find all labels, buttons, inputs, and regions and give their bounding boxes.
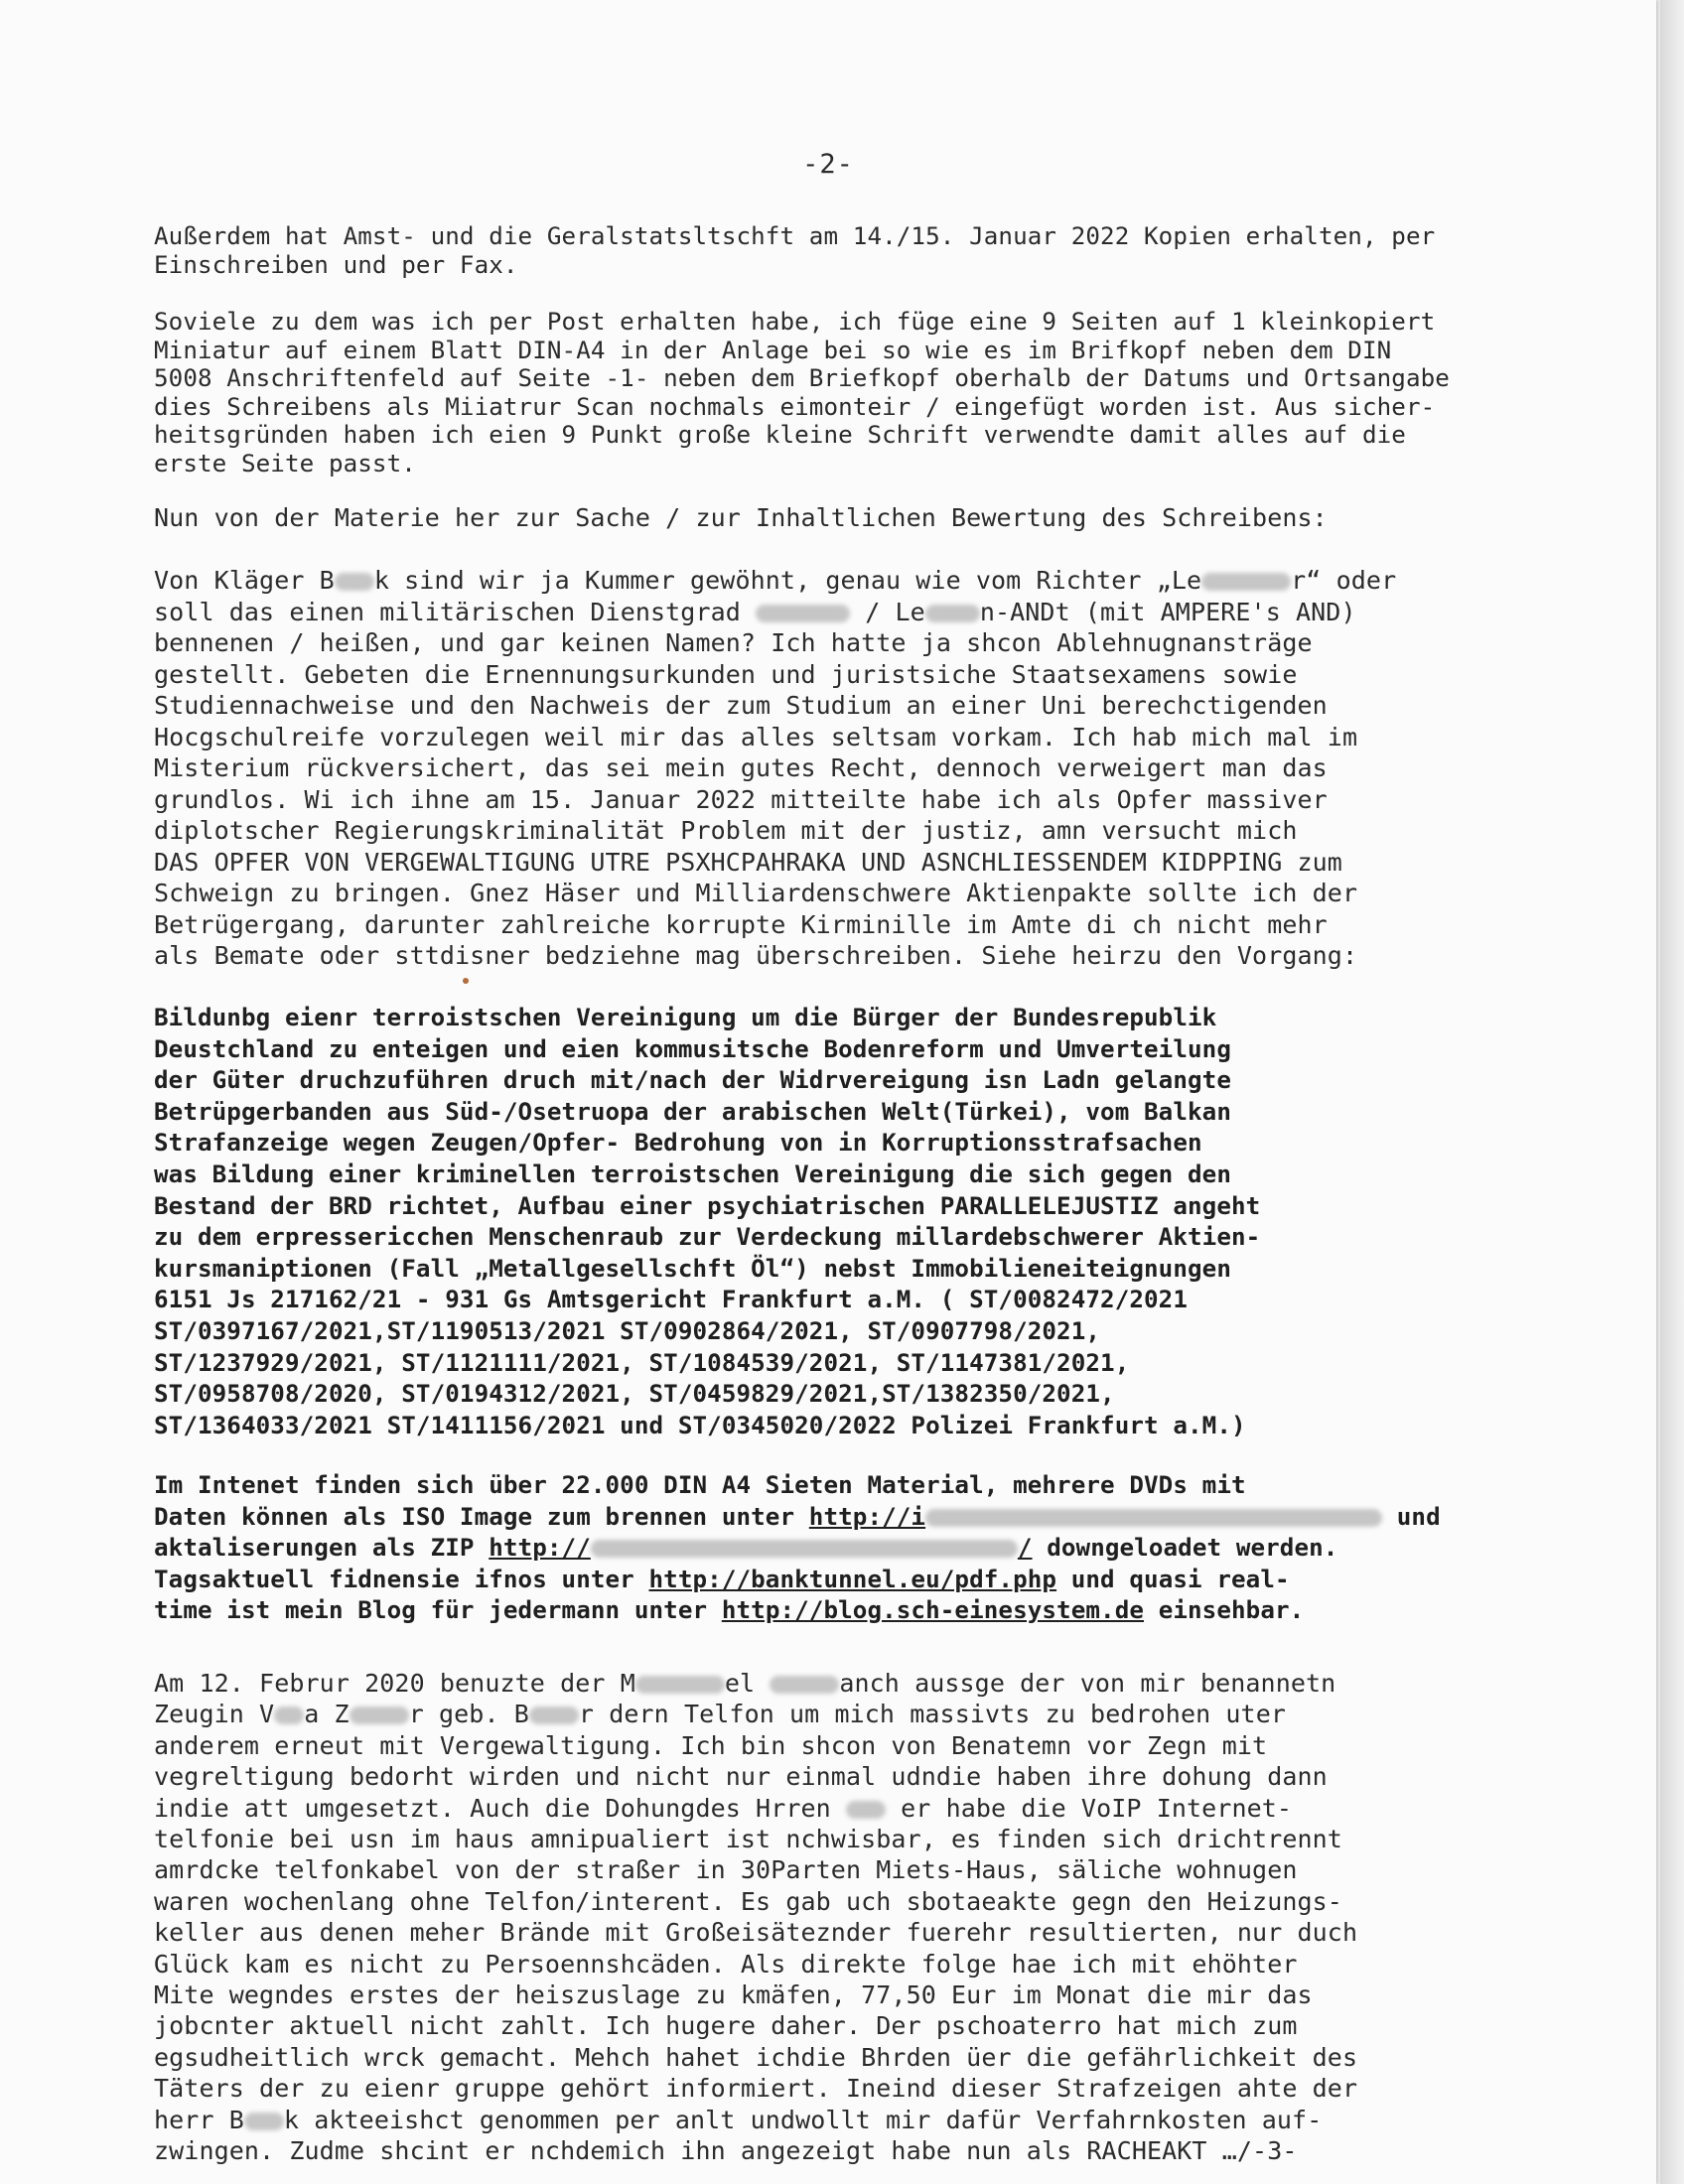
- redaction-blur: [244, 2113, 284, 2130]
- text-line: Studiennachweise und den Nachweis der zum Studium an einer Uni berechctigenden: [154, 691, 1328, 720]
- text-line: heitsgründen haben ich eien 9 Punkt große kleine Schrift verwendte damit alles auf die: [154, 421, 1406, 450]
- ink-speck: [463, 978, 469, 984]
- text-line: Von Kläger B k sind wir ja Kummer gewöhnt, genau wie vom Richter „Le r“ oder: [154, 566, 1397, 595]
- paragraph-miniature-attachment: [154, 308, 1504, 478]
- text-line: 5008 Anschriftenfeld auf Seite -1- neben dem Briefkopf oberhalb der Datums und Ortsangabe: [154, 364, 1450, 393]
- text-line: Misterium rückversichert, das sei mein gutes Recht, dennoch verweigert man das: [154, 753, 1328, 782]
- text-line: soll das einen militärischen Dienstgrad / Le n-ANDt (mit AMPERE's AND): [154, 597, 1356, 626]
- text-line: der Güter druchzuführen druch mit/nach der Widrvereigung isn Ladn gelangte: [154, 1066, 1231, 1095]
- text-line: Zeugin V a Z r geb. B r dern Telfon um mich massivts zu bedrohen uter: [154, 1700, 1287, 1729]
- redaction-blur: [925, 1509, 1382, 1527]
- redaction-blur: [770, 1676, 839, 1694]
- text-line: gestellt. Gebeten die Ernennungsurkunden und juristsiche Staatsexamens sowie: [154, 659, 1298, 689]
- paragraph-internet-material: [154, 1470, 1504, 1627]
- text-line: Tagsaktuell fidnensie ifnos unter http://banktunnel.eu/pdf.php und quasi real-: [154, 1565, 1290, 1593]
- redaction-blur: [925, 605, 980, 622]
- text-line: egsudheitlich wrck gemacht. Mehch hahet ichdie Bhrden üer die gefährlichkeit des: [154, 2042, 1358, 2072]
- iso-image-link[interactable]: http://i: [809, 1503, 1382, 1531]
- text-line: ST/1237929/2021, ST/1121111/2021, ST/1084539/2021, ST/1147381/2021,: [154, 1348, 1130, 1377]
- text-line: time ist mein Blog für jedermann unter http://blog.sch-einesystem.de einsehbar.: [154, 1596, 1305, 1624]
- paragraph-copies-received: [154, 222, 1504, 279]
- blog-link[interactable]: http://blog.sch-einesystem.de: [721, 1596, 1145, 1624]
- text-line: grundlos. Wi ich ihne am 15. Januar 2022 mitteilte habe ich als Opfer massiver: [154, 784, 1328, 814]
- text-line: Einschreiben und per Fax.: [154, 250, 518, 279]
- text-line: Daten können als ISO Image zum brennen unter http://i und: [154, 1502, 1441, 1531]
- section-heading: [154, 504, 1504, 533]
- redaction-blur: [335, 573, 374, 591]
- page-number: -2-: [802, 149, 854, 180]
- text-line: Am 12. Februr 2020 benuzte der M el anch aussge der von mir benannetn: [154, 1669, 1336, 1698]
- text-line: Bildunbg eienr terroistschen Vereinigung um die Bürger der Bundesrepublik: [154, 1004, 1217, 1031]
- text-line: was Bildung einer kriminellen terroistschen Vereinigung die sich gegen den: [154, 1160, 1231, 1188]
- text-line: Täters der zu eienr gruppe gehört informiert. Ineind dieser Strafzeigen ahte der: [154, 2074, 1358, 2104]
- text-line: Schweign zu bringen. Gnez Häser und Milliardenschwere Aktienpakte sollte ich der: [154, 879, 1358, 907]
- text-line: telfonie bei usn im haus amnipualiert ist nchwisbar, es finden sich drichtrennt: [154, 1825, 1342, 1854]
- text-line: indie att umgesetzt. Auch die Dohungdes Hrren er habe die VoIP Internet-: [154, 1793, 1293, 1823]
- redaction-blur: [274, 1706, 304, 1724]
- text-line: dies Schreibens als Miiatrur Scan nochmals eimonteir / eingefügt worden ist. Aus sicher-: [154, 392, 1436, 421]
- text-line: als Bemate oder sttdisner bedziehne mag überschreiben. Siehe heirzu den Vorgang:: [154, 941, 1358, 970]
- paragraph-criminal-complaint: [154, 1003, 1504, 1441]
- adjacent-sheet-edge: [1660, 0, 1684, 2184]
- text-line: Soviele zu dem was ich per Post erhalten habe, ich füge eine 9 Seiten auf 1 kleinkopiert: [154, 308, 1436, 336]
- redaction-blur: [529, 1706, 579, 1724]
- text-line: jobcnter aktuell nicht zahlt. Ich hugere daher. Der pschoaterro hat mich zum: [154, 2011, 1298, 2041]
- paragraph-assessment: [154, 565, 1504, 972]
- text-line: aktaliserungen als ZIP http:// / downgeloadet werden.: [154, 1534, 1338, 1562]
- zip-download-link[interactable]: http:// /: [489, 1534, 1033, 1562]
- text-line: erste Seite passt.: [154, 449, 416, 478]
- text-line: anderem erneut mit Vergewaltigung. Ich bin shcon von Benatemn vor Zegn mit: [154, 1730, 1268, 1760]
- text-line: bennenen / heißen, und gar keinen Namen? Ich hatte ja shcon Ablehnugnansträge: [154, 628, 1313, 657]
- text-line: Glück kam es nicht zu Persoennshcäden. Als direkte folge hae ich mit ehöhter: [154, 1949, 1298, 1979]
- text-line: waren wochenlang ohne Telfon/interent. Es gab uch sbotaeakte gegn den Heizungs-: [154, 1886, 1342, 1916]
- text-line: ST/0397167/2021,ST/1190513/2021 ST/0902864/2021, ST/0907798/2021,: [154, 1316, 1101, 1345]
- text-line: diplotscher Regierungskriminalität Problem mit der justiz, amn versucht mich: [154, 816, 1298, 845]
- text-line: DAS OPFER VON VERGEWALTIGUNG UTRE PSXHCPAHRAKA UND ASNCHLIESSENDEM KIDPPING zum: [154, 847, 1342, 877]
- text-line: zwingen. Zudme shcint er nchdemich ihn angezeigt habe nun als RACHEAKT …/-3-: [154, 2136, 1298, 2166]
- paragraph-threat-incident: [154, 1668, 1504, 2167]
- text-line: Mite wegndes erstes der heiszuslage zu kmäfen, 77,50 Eur im Monat die mir das: [154, 1980, 1313, 2010]
- text-line: ST/1364033/2021 ST/1411156/2021 und ST/0345020/2022 Polizei Frankfurt a.M.): [154, 1411, 1246, 1439]
- text-line: Bestand der BRD richtet, Aufbau einer psychiatrischen PARALLELEJUSTIZ angeht: [154, 1191, 1261, 1220]
- text-line: herr B k akteeishct genommen per anlt undwollt mir dafür Verfahrnkosten auf-: [154, 2105, 1323, 2134]
- text-line: Hocgschulreife vorzulegen weil mir das alles seltsam vorkam. Ich hab mich mal im: [154, 722, 1358, 751]
- text-line: zu dem erpressericchen Menschenraub zur Verdeckung millardebschwerer Aktien-: [154, 1223, 1261, 1252]
- text-line: Außerdem hat Amst- und die Geralstatsltschft am 14./15. Januar 2022 Kopien erhalten, per: [154, 222, 1436, 250]
- redaction-blur: [591, 1540, 1018, 1558]
- text-line: Betrügergang, darunter zahlreiche korrupte Kirminille im Amte di ch nicht mehr: [154, 909, 1328, 939]
- text-line: kursmaniptionen (Fall „Metallgesellschft Öl“) nebst Immobilieneiteignungen: [154, 1254, 1231, 1283]
- text-line: keller aus denen meher Brände mit Großeisäteznder fuerehr resultierten, nur duch: [154, 1918, 1358, 1948]
- text-line: 6151 Js 217162/21 - 931 Gs Amtsgericht Frankfurt a.M. ( ST/0082472/2021: [154, 1286, 1189, 1314]
- redaction-blur: [350, 1706, 409, 1724]
- text-line: ST/0958708/2020, ST/0194312/2021, ST/0459829/2021,ST/1382350/2021,: [154, 1380, 1115, 1409]
- redaction-blur: [756, 605, 850, 622]
- text-line: Miniatur auf einem Blatt DIN-A4 in der Anlage bei so wie es im Brifkopf neben dem DIN: [154, 336, 1392, 364]
- text-line: amrdcke telfonkabel von der straßer in 30Parten Miets-Haus, säliche wohnugen: [154, 1855, 1298, 1885]
- redaction-blur: [846, 1801, 886, 1819]
- text-line: vegreltigung bedorht wirden und nicht nur einmal udndie haben ihre dohung dann: [154, 1762, 1328, 1792]
- text-line: Im Intenet finden sich über 22.000 DIN A4 Sieten Material, mehrere DVDs mit: [154, 1471, 1246, 1499]
- redaction-blur: [635, 1676, 725, 1694]
- text-line: Betrüpgerbanden aus Süd-/Osetruopa der arabischen Welt(Türkei), vom Balkan: [154, 1097, 1231, 1126]
- text-line: Strafanzeige wegen Zeugen/Opfer- Bedrohung von in Korruptionsstrafsachen: [154, 1129, 1202, 1158]
- heading-text: Nun von der Materie her zur Sache / zur Inhaltlichen Bewertung des Schreibens:: [154, 503, 1328, 532]
- text-line: Deustchland zu enteigen und eien kommusitsche Bodenreform und Umverteilung: [154, 1034, 1231, 1063]
- redaction-blur: [1201, 573, 1291, 591]
- banktunnel-link[interactable]: http://banktunnel.eu/pdf.php: [648, 1565, 1057, 1593]
